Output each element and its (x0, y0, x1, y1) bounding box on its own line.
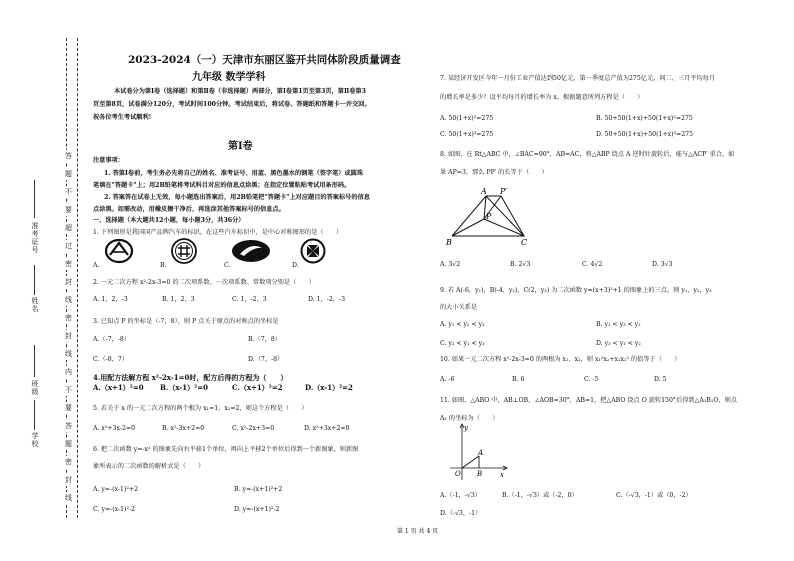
q1-option-b: B. (160, 262, 167, 269)
q1-option-c: C. (224, 262, 231, 269)
q8-text: 8. 如图，在 Rt△ABC 中，∠BAC=90°，AB=AC，将△ABP 绕点 A 逆时针旋转后，能与△ACP′ 重合，如 (440, 151, 735, 158)
section-title: 第Ⅰ卷 (228, 141, 253, 152)
q8-option-c: C. 4√2 (582, 261, 603, 268)
notes-title: 注意事项： (93, 157, 124, 164)
q11-text-2: A₁ 的坐标为（ ） (440, 415, 499, 422)
class-line (34, 345, 35, 377)
car-logo-c-icon (231, 239, 271, 263)
q4-option-a: A.（x+1）²=0 (93, 383, 144, 392)
q8-label-c: C (521, 238, 528, 247)
q11-label-a: A (478, 449, 484, 457)
q7-text: 7. 某经济开发区今年一月份工业产值达到50亿元，第一季度总产值为275亿元，问二、三月平均每月 (440, 75, 716, 82)
q10-option-d: D. 5 (654, 376, 667, 383)
binding-label-school: 学校 (31, 432, 39, 448)
binding-char: 答 (65, 152, 72, 160)
q9-text-2: 的大小关系是 (440, 304, 478, 311)
binding-char: 题 (65, 170, 72, 178)
q11-coordinate-figure (448, 422, 508, 484)
note-line-4: 点涂黑。如需改动，用橡皮擦干净后，再选涂其他答案标号的信息点。 (93, 206, 285, 213)
part-title: 一、选择题（本大题共12小题，每小题3分，共36分） (93, 217, 245, 224)
q6-text-2: 象所表示的二次函数的解析式是（ ） (93, 463, 205, 470)
binding-char: 密 (65, 314, 72, 322)
q8-option-b: B. 2√3 (510, 261, 531, 268)
binding-char: 线 (65, 350, 72, 358)
q7-option-a: A. 50(1+x)²=275 (440, 115, 494, 122)
intro-line-2: 页至第8页，试卷满分120分，考试时间100分钟。考试结束后，将试卷、答题纸和答题卡一并交回。 (93, 101, 371, 108)
q7-option-b: B. 50+50(1+x)+50(1+x)²=275 (596, 115, 693, 122)
q11-label-b: B (477, 470, 483, 478)
note-line-2: 笔填在"答题卡"上；用2B铅笔将考试科目对应的信息点涂黑；在指定位置粘贴考试用条形码。 (93, 182, 351, 189)
q10-option-c: C. -5 (584, 376, 599, 383)
q2-option-b: B. 1，2，3 (162, 296, 195, 303)
q4-option-d: D.（x-1）²=2 (305, 383, 353, 392)
car-logo-d-icon (300, 238, 326, 264)
q8-text-2: 果 AP=3，那么 PP′ 的长等于（ ） (440, 169, 548, 176)
q8-label-p: P (486, 212, 492, 221)
q9-option-d: D. y₃ < y₁ < y₂ (596, 340, 641, 347)
binding-char: 过 (65, 242, 72, 250)
binding-char: 封 (65, 332, 72, 340)
q3-option-a: A.（-7，-8） (93, 336, 131, 343)
binding-char: 要 (65, 206, 72, 214)
q11-option-d: D.（-√3，-1） (440, 510, 482, 517)
q1-option-a: A. (93, 262, 100, 269)
binding-dashed-line-inner (77, 38, 78, 518)
binding-char: 不 (65, 386, 72, 394)
school-line (34, 400, 35, 430)
binding-char: 线 (65, 296, 72, 304)
q3-option-b: B.（7，8） (248, 336, 281, 343)
binding-char: 封 (65, 278, 72, 286)
page-number: 第 1 页 共 4 页 (397, 528, 439, 535)
q6-option-a: A. y=-(x-1)²+2 (93, 486, 139, 493)
q11-text: 11. 如图，△ABO 中，AB⊥OB，∠AOB=30°，AB=1，把△ABO 绕点 O 旋转150°后得到△A₁B₁O，则点 (440, 397, 737, 404)
q5-option-a: A. x²+3x-2=0 (93, 425, 136, 432)
binding-char: 内 (65, 368, 72, 376)
page-title: 2023-2024（一）天津市东丽区鉴开共同体阶段质量调查 (128, 54, 401, 66)
q11-option-c: C.（-√3，-1）或（0，-2） (616, 492, 692, 499)
q8-label-p-prime: P′ (500, 187, 508, 196)
q4-text: 4.用配方法解方程 x²-2x-1=0时，配方后得的方程为（ ） (93, 373, 288, 382)
intro-line-3: 祝各位考生考试顺利! (93, 114, 152, 121)
q7-option-c: C. 50(1+x)³=275 (440, 131, 494, 138)
note-line-3: 2. 答案答在试卷上无效，每小题选出答案后，用2B铅笔把"答题卡"上对应题目的答案标号的信息 (104, 194, 370, 201)
car-logo-b-icon (170, 238, 198, 264)
q9-text: 9. 若 A(-6，y₁)，B(-4，y₂)，C(2，y₃) 为二次函数 y=(x+3)²+1 的图象上的三点，则 y₁，y₂，y₃ (440, 287, 712, 294)
q1-text: 1. 下列图形是我国国产品牌汽车的标识，在这些汽车标识中，是中心对称图形的是（ ） (93, 229, 343, 236)
note-line-1: 1. 答第Ⅰ卷前，考生务必先将自己的姓名、准考证号、用蓝、黑色墨水的钢笔（签字笔）或圆珠 (104, 170, 364, 177)
binding-char: 不 (65, 188, 72, 196)
q2-text: 2. 一元二次方程 x²-2x-3=0 的二次项系数、一次项系数、常数项分别是（ ） (93, 279, 315, 286)
q2-option-c: C. 1，-2，3 (232, 296, 267, 303)
q2-option-a: A. 1，2，-3 (93, 296, 128, 303)
binding-char: 题 (65, 440, 72, 448)
q10-option-b: B. 6 (512, 376, 525, 383)
q8-option-d: D. 3√3 (652, 261, 673, 268)
car-logo-a-icon (104, 238, 134, 264)
binding-label-name: 姓名 (31, 297, 39, 313)
q6-option-c: C. y=-(x-1)²-2 (93, 506, 135, 513)
q6-option-d: D. y=-(x+1)²-2 (234, 506, 280, 513)
q8-label-a: A (481, 187, 487, 196)
q10-text: 10. 如果一元二次方程 x²-2x-3=0 的两根为 x₁，x₂，则 x₁²x₂+x₁x₂² 的值等于（ ） (440, 356, 681, 363)
q10-option-a: A. -6 (440, 376, 455, 383)
q3-text: 3. 已知点 P 的坐标是（-7，8），则 P 点关于原点的对称点的坐标是 (93, 318, 279, 325)
binding-char: 线 (65, 494, 72, 502)
binding-char: 超 (65, 224, 72, 232)
q1-option-d: D. (292, 262, 299, 269)
q7-text-2: 的增长率是多少？设平均每月的增长率为 x，根据题意所列方程是（ ） (440, 94, 644, 101)
name-line (34, 265, 35, 295)
q11-option-b: B.（-1，-√3）或（-2，0） (502, 492, 578, 499)
binding-label-class: 班级 (31, 380, 39, 396)
q9-option-c: C. y₂ < y₁ < y₃ (440, 340, 485, 347)
q4-option-c: C.（x+1）²=2 (232, 383, 283, 392)
binding-char: 答 (65, 422, 72, 430)
intro-line-1: 本试卷分为第Ⅰ卷（选择题）和第Ⅱ卷（非选择题）两部分，第Ⅰ卷第1页至第3页，第Ⅱ卷第3 (114, 88, 366, 95)
binding-char: 封 (65, 476, 72, 484)
q6-option-b: B. y=-(x+1)²+2 (234, 486, 283, 493)
q8-triangle-figure (444, 186, 534, 248)
q5-option-b: B. x²-3x+2=0 (162, 425, 205, 432)
binding-char: 要 (65, 404, 72, 412)
q6-text: 6. 把二次函数 y=-x² 的图象先向右平移1个单位，再向上平移2个单位后得到一个新图象，则新图 (93, 446, 359, 453)
q5-text: 5. 若关于 x 的一元二次方程的两个根为 x₁=1，x₂=2，则这个方程是（ ） (93, 405, 308, 412)
q11-label-o: O (455, 470, 461, 478)
q11-option-a: A.（-1，-√3） (440, 492, 481, 499)
q4-option-b: B.（x-1）²=0 (160, 383, 208, 392)
q9-option-a: A. y₁ < y₂ < y₃ (440, 321, 485, 328)
binding-char: 密 (65, 458, 72, 466)
binding-label-exam-id: 准考证号 (31, 222, 39, 254)
q3-option-c: C.（-8，7） (93, 356, 129, 363)
binding-char: 密 (65, 260, 72, 268)
q8-option-a: A. 3√2 (440, 261, 461, 268)
q11-label-y: y (464, 424, 468, 432)
q11-label-x: x (500, 471, 504, 479)
q9-option-b: B. y₁ < y₃ < y₂ (596, 321, 641, 328)
q7-option-d: D. 50+50(1+x)+50(1+x)³=275 (596, 131, 694, 138)
q8-label-b: B (446, 238, 452, 247)
q5-option-d: D. x²+3x+2=0 (304, 425, 350, 432)
exam-id-line (34, 180, 35, 218)
q5-option-c: C. x²-2x+3=0 (232, 425, 275, 432)
q3-option-d: D.（7，-8） (248, 356, 284, 363)
q2-option-d: D. 1，-2，-3 (308, 296, 346, 303)
page-subtitle: 九年级 数学学科 (192, 72, 266, 83)
